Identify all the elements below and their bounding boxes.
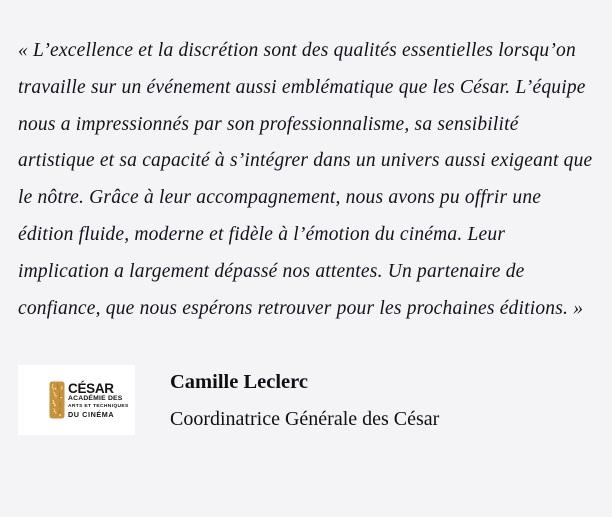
logo-brand-text: CÉSAR [68, 381, 114, 397]
quote-line: travaille sur un événement aussi emblématique que les César. L’équipe [18, 76, 586, 98]
person-title: Coordinatrice Générale des César [170, 407, 440, 430]
quote-line: « L’excellence et la discrétion sont des qualités essentielles lorsqu’on [18, 40, 576, 61]
quote-line: confiance, que nous espérons retrouver pour les prochaines éditions. » [18, 297, 584, 319]
person-name: Camille Leclerc [170, 370, 308, 393]
testimonial-attribution [18, 365, 612, 435]
person-info [170, 370, 439, 431]
cesar-academy-logo [18, 365, 135, 435]
logo-arts-text: ARTS ET TECHNIQUES [68, 403, 129, 409]
cesar-statuette-icon [49, 381, 65, 419]
quote-line: le nôtre. Grâce à leur accompagnement, nous avons pu offrir une [18, 187, 542, 209]
logo-cinema-text: DU CINÉMA [68, 409, 115, 419]
quote-line: nous a impressionnés par son professionnalisme, sa sensibilité [18, 113, 519, 135]
cesar-logo-wordmark [68, 382, 129, 419]
logo-academy-text: ACADÉMIE DES [68, 395, 123, 403]
quote-line: édition fluide, moderne et fidèle à l’émotion du cinéma. Leur [18, 223, 506, 245]
quote-line: artistique et sa capacité à s’intégrer dans un univers aussi exigeant que [18, 150, 593, 172]
quote-line: implication a largement dépassé nos attentes. Un partenaire de [18, 260, 525, 282]
